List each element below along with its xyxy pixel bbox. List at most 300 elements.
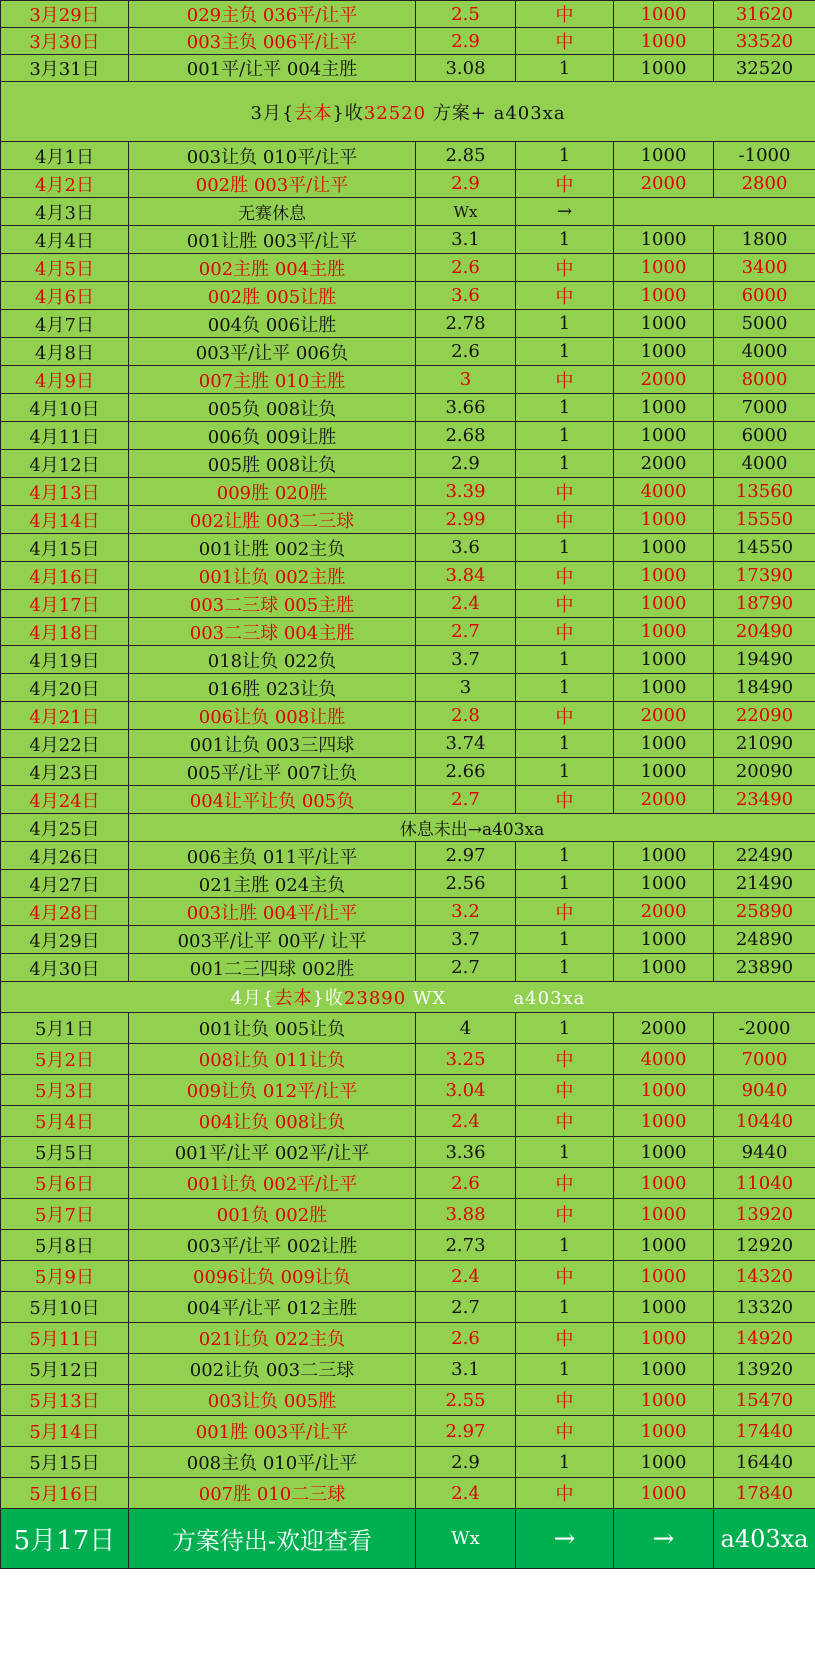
stake-cell: 1000 [614,1137,714,1168]
date-cell: 5月9日 [1,1261,129,1292]
date-cell: 4月2日 [1,170,129,198]
odds-cell: 3.84 [416,562,516,590]
table-row [1,674,815,702]
date-cell: 4月6日 [1,282,129,310]
date-cell: 4月10日 [1,394,129,422]
matches-cell: 001平/让平 004主胜 [129,55,416,82]
date-cell: 5月17日 [1,1509,129,1569]
balance-cell: 9040 [714,1075,815,1106]
result-cell: 中 [516,1168,614,1199]
balance-cell: 7000 [714,394,815,422]
matches-cell: 003平/让平 002让胜 [129,1230,416,1261]
table-row [1,170,815,198]
result-cell: 中 [516,702,614,730]
matches-cell: 009胜 020胜 [129,478,416,506]
odds-cell: 2.4 [416,1478,516,1509]
date-cell: 4月11日 [1,422,129,450]
odds-cell: 3.6 [416,282,516,310]
matches-cell: 004负 006让胜 [129,310,416,338]
odds-cell: 3.7 [416,646,516,674]
matches-cell: 029主负 036平/让平 [129,1,416,28]
stake-cell: 1000 [614,282,714,310]
table-row [1,1354,815,1385]
stake-cell: 1000 [614,1261,714,1292]
balance-cell: 23890 [714,954,815,982]
table-row [1,842,815,870]
odds-cell: 2.7 [416,618,516,646]
result-cell: 1 [516,534,614,562]
table-row [1,926,815,954]
table-row [1,282,815,310]
matches-cell: 008让负 011让负 [129,1044,416,1075]
stake-cell: 1000 [614,226,714,254]
date-cell: 5月15日 [1,1447,129,1478]
balance-cell: 4000 [714,450,815,478]
date-cell: 4月17日 [1,590,129,618]
table-row [1,338,815,366]
date-cell: 4月7日 [1,310,129,338]
balance-cell: 13320 [714,1292,815,1323]
matches-cell: 004平/让平 012主胜 [129,1292,416,1323]
balance-cell: 33520 [714,28,815,55]
table-row [1,226,815,254]
date-cell: 5月4日 [1,1106,129,1137]
stake-cell: 1000 [614,926,714,954]
odds-cell: 2.85 [416,142,516,170]
odds-cell: 3.88 [416,1199,516,1230]
result-cell: 中 [516,1199,614,1230]
table-row [1,534,815,562]
result-cell: 中 [516,28,614,55]
odds-cell: 2.99 [416,506,516,534]
balance-cell: 6000 [714,282,815,310]
matches-cell: 021让负 022主负 [129,1323,416,1354]
table-row [1,590,815,618]
odds-cell: 3.1 [416,226,516,254]
banner-tail: WX a403xa [406,988,586,1009]
result-cell: 1 [516,730,614,758]
date-cell: 4月13日 [1,478,129,506]
balance-cell: 15550 [714,506,815,534]
balance-cell: 9440 [714,1137,815,1168]
date-cell: 4月16日 [1,562,129,590]
result-cell: 1 [516,674,614,702]
stake-cell: 1000 [614,1447,714,1478]
balance-cell: 22090 [714,702,815,730]
stake-cell: 1000 [614,954,714,982]
matches-cell: 003让胜 004平/让平 [129,898,416,926]
stake-cell: 1000 [614,310,714,338]
matches-cell: 无赛休息 [129,198,416,226]
odds-cell: 2.6 [416,1323,516,1354]
result-cell: 1 [516,954,614,982]
balance-cell: 1800 [714,226,815,254]
result-cell: 1 [516,1354,614,1385]
balance-cell: 10440 [714,1106,815,1137]
result-cell: 1 [516,422,614,450]
table-row [1,142,815,170]
stake-cell: 1000 [614,1106,714,1137]
odds-cell: 2.56 [416,870,516,898]
odds-cell: 3.25 [416,1044,516,1075]
odds-cell: 3.08 [416,55,516,82]
matches-cell: 001胜 003平/让平 [129,1416,416,1447]
matches-cell: 003让负 010平/让平 [129,142,416,170]
stake-cell: 2000 [614,366,714,394]
result-cell: 中 [516,562,614,590]
table-row [1,254,815,282]
stake-cell: 1000 [614,842,714,870]
balance-cell: 8000 [714,366,815,394]
balance-cell: 23490 [714,786,815,814]
result-cell: 中 [516,1385,614,1416]
result-cell: 1 [516,450,614,478]
result-cell: 中 [516,898,614,926]
balance-cell: 18790 [714,590,815,618]
result-cell: 1 [516,226,614,254]
matches-cell: 001让负 002主胜 [129,562,416,590]
stake-cell: 1000 [614,254,714,282]
stake-cell: 1000 [614,758,714,786]
table-row [1,898,815,926]
odds-cell: 2.6 [416,1168,516,1199]
odds-cell: 3.66 [416,394,516,422]
result-cell: 1 [516,1137,614,1168]
stake-cell: 1000 [614,1,714,28]
date-cell: 4月23日 [1,758,129,786]
result-cell: 中 [516,1261,614,1292]
balance-cell: 2800 [714,170,815,198]
balance-cell: 3400 [714,254,815,282]
date-cell: 4月9日 [1,366,129,394]
balance-cell: 21490 [714,870,815,898]
matches-cell: 007胜 010二三球 [129,1478,416,1509]
table-row [1,1478,815,1509]
summary-banner-row [1,82,815,142]
matches-cell: 021主胜 024主负 [129,870,416,898]
matches-cell: 001平/让平 002平/让平 [129,1137,416,1168]
balance-cell: 12920 [714,1230,815,1261]
table-row [1,366,815,394]
matches-cell: 006主负 011平/让平 [129,842,416,870]
odds-cell: 3.04 [416,1075,516,1106]
table-row [1,758,815,786]
banner-suffix: }收 [332,102,364,124]
odds-cell: 3.1 [416,1354,516,1385]
result-cell: 1 [516,1013,614,1044]
date-cell: 3月30日 [1,28,129,55]
date-cell: 4月15日 [1,534,129,562]
date-cell: 4月21日 [1,702,129,730]
matches-cell: 002让胜 003二三球 [129,506,416,534]
balance-cell: 19490 [714,646,815,674]
stake-cell: 1000 [614,534,714,562]
odds-cell: 2.7 [416,786,516,814]
plan-cell: 方案待出-欢迎查看 [129,1509,416,1569]
result-cell: 1 [516,926,614,954]
balance-cell: 24890 [714,926,815,954]
table-row [1,1230,815,1261]
table-row [1,1385,815,1416]
result-cell: 中 [516,254,614,282]
odds-cell: 2.6 [416,338,516,366]
result-cell: 中 [516,282,614,310]
arrow-cell: → [516,1509,614,1569]
result-cell: 中 [516,1416,614,1447]
result-cell: 中 [516,1106,614,1137]
odds-cell: 2.9 [416,450,516,478]
matches-cell: 003平/让平 00平/ 让平 [129,926,416,954]
date-cell: 5月8日 [1,1230,129,1261]
stake-cell: 2000 [614,786,714,814]
balance-cell: 14550 [714,534,815,562]
table-row [1,450,815,478]
balance-cell: 5000 [714,310,815,338]
banner-amount: 23890 [343,988,407,1009]
stake-cell: 1000 [614,674,714,702]
date-cell: 3月29日 [1,1,129,28]
result-cell: 1 [516,758,614,786]
result-cell: 1 [516,1292,614,1323]
table-row [1,954,815,982]
table-row [1,55,815,82]
table-row [1,646,815,674]
balance-cell: 11040 [714,1168,815,1199]
arrow-cell: → [614,1509,714,1569]
result-cell: 中 [516,618,614,646]
table-row [1,394,815,422]
results-table-body [1,1,815,1569]
stake-cell: 1000 [614,506,714,534]
stake-cell: 1000 [614,1416,714,1447]
stake-cell: 2000 [614,450,714,478]
date-cell: 4月27日 [1,870,129,898]
balance-cell: 16440 [714,1447,815,1478]
result-cell: 中 [516,1,614,28]
matches-cell: 005胜 008让负 [129,450,416,478]
odds-cell: 2.73 [416,1230,516,1261]
contact-cell: a403xa [714,1509,815,1569]
odds-cell: Wx [416,198,516,226]
matches-cell: 001让负 003三四球 [129,730,416,758]
table-row [1,786,815,814]
stake-cell: 1000 [614,1199,714,1230]
stake-cell: 1000 [614,618,714,646]
balance-cell: 13920 [714,1354,815,1385]
result-cell: 中 [516,1044,614,1075]
odds-cell: 2.9 [416,28,516,55]
matches-cell: 004让平让负 005负 [129,786,416,814]
result-cell: 中 [516,170,614,198]
matches-cell: 018让负 022负 [129,646,416,674]
odds-cell: 3.74 [416,730,516,758]
table-row [1,478,815,506]
date-cell: 4月8日 [1,338,129,366]
table-row [1,870,815,898]
result-cell: 中 [516,590,614,618]
matches-cell: 001让负 005让负 [129,1013,416,1044]
stake-cell: 1000 [614,1385,714,1416]
result-cell: → [516,198,614,226]
matches-cell: 002胜 005让胜 [129,282,416,310]
table-row [1,1447,815,1478]
matches-cell: 006让负 008让胜 [129,702,416,730]
odds-cell: 2.97 [416,842,516,870]
matches-cell: 006负 009让胜 [129,422,416,450]
summary-banner [1,982,815,1013]
balance-cell: 15470 [714,1385,815,1416]
matches-cell: 002主胜 004主胜 [129,254,416,282]
date-cell: 4月28日 [1,898,129,926]
matches-cell: 003二三球 004主胜 [129,618,416,646]
balance-cell: 13560 [714,478,815,506]
table-row [1,28,815,55]
balance-cell: 18490 [714,674,815,702]
balance-cell: 6000 [714,422,815,450]
odds-cell: 2.5 [416,1,516,28]
date-cell: 5月1日 [1,1013,129,1044]
date-cell: 5月11日 [1,1323,129,1354]
date-cell: 5月7日 [1,1199,129,1230]
stake-cell: 1000 [614,422,714,450]
balance-cell: 32520 [714,55,815,82]
result-cell: 中 [516,366,614,394]
matches-cell: 003主负 006平/让平 [129,28,416,55]
balance-cell: 7000 [714,1044,815,1075]
table-row [1,506,815,534]
odds-cell: 3.6 [416,534,516,562]
date-cell: 4月30日 [1,954,129,982]
stake-cell: 2000 [614,702,714,730]
result-cell: 1 [516,55,614,82]
result-cell: 中 [516,506,614,534]
date-cell: 5月6日 [1,1168,129,1199]
odds-cell: 2.55 [416,1385,516,1416]
odds-cell: 4 [416,1013,516,1044]
balance-cell: 17390 [714,562,815,590]
stake-cell: 4000 [614,478,714,506]
odds-cell: 2.6 [416,254,516,282]
odds-cell: 2.78 [416,310,516,338]
balance-cell: 4000 [714,338,815,366]
table-row [1,1013,815,1044]
matches-cell: 002让负 003二三球 [129,1354,416,1385]
stake-cell: 1000 [614,730,714,758]
date-cell: 5月2日 [1,1044,129,1075]
summary-banner-row [1,982,815,1013]
table-row [1,1075,815,1106]
result-cell: 1 [516,1230,614,1261]
balance-cell: 31620 [714,1,815,28]
balance-cell: 14920 [714,1323,815,1354]
odds-cell: 3.39 [416,478,516,506]
table-row [1,1292,815,1323]
matches-cell: 005平/让平 007让负 [129,758,416,786]
matches-cell: 016胜 023让负 [129,674,416,702]
table-row [1,198,815,226]
summary-banner [1,82,815,142]
odds-cell: 2.9 [416,170,516,198]
table-row [1,1199,815,1230]
stake-cell: 1000 [614,646,714,674]
date-cell: 4月22日 [1,730,129,758]
table-row [1,1137,815,1168]
date-cell: 4月20日 [1,674,129,702]
matches-cell: 001二三四球 002胜 [129,954,416,982]
odds-cell: Wx [416,1509,516,1569]
stake-cell: 1000 [614,55,714,82]
upcoming-row [1,1509,815,1569]
rest-row [1,814,815,842]
matches-cell: 008主负 010平/让平 [129,1447,416,1478]
date-cell: 4月5日 [1,254,129,282]
date-cell: 4月12日 [1,450,129,478]
odds-cell: 2.97 [416,1416,516,1447]
balance-cell: -1000 [714,142,815,170]
date-cell: 4月24日 [1,786,129,814]
matches-cell: 001让负 002平/让平 [129,1168,416,1199]
matches-cell: 001负 002胜 [129,1199,416,1230]
date-cell: 4月19日 [1,646,129,674]
result-cell: 1 [516,310,614,338]
stake-cell: 1000 [614,590,714,618]
matches-cell: 007主胜 010主胜 [129,366,416,394]
odds-cell: 3 [416,366,516,394]
result-cell: 中 [516,1478,614,1509]
matches-cell: 003二三球 005主胜 [129,590,416,618]
stake-cell: 1000 [614,338,714,366]
matches-cell: 003平/让平 006负 [129,338,416,366]
stake-cell: 1000 [614,142,714,170]
date-cell: 4月25日 [1,814,129,842]
balance-cell: 13920 [714,1199,815,1230]
date-cell: 3月31日 [1,55,129,82]
date-cell: 4月14日 [1,506,129,534]
odds-cell: 2.68 [416,422,516,450]
balance-cell: 14320 [714,1261,815,1292]
date-cell: 4月4日 [1,226,129,254]
stake-cell: 1000 [614,1230,714,1261]
matches-cell: 001让胜 002主负 [129,534,416,562]
odds-cell: 2.4 [416,1106,516,1137]
odds-cell: 3.36 [416,1137,516,1168]
table-row [1,1168,815,1199]
result-cell: 1 [516,1447,614,1478]
table-row [1,562,815,590]
banner-highlight: 去本 [294,102,333,124]
odds-cell: 2.66 [416,758,516,786]
stake-cell: 1000 [614,28,714,55]
stake-cell: 1000 [614,1354,714,1385]
blank-cell [614,198,815,226]
date-cell: 5月14日 [1,1416,129,1447]
result-cell: 中 [516,786,614,814]
table-row [1,618,815,646]
stake-cell: 2000 [614,898,714,926]
date-cell: 5月13日 [1,1385,129,1416]
date-cell: 5月3日 [1,1075,129,1106]
date-cell: 4月29日 [1,926,129,954]
stake-cell: 1000 [614,1075,714,1106]
stake-cell: 4000 [614,1044,714,1075]
stake-cell: 1000 [614,1168,714,1199]
rest-note: 休息未出→a403xa [129,814,815,842]
table-row [1,730,815,758]
matches-cell: 0096让负 009让负 [129,1261,416,1292]
table-row [1,702,815,730]
table-row [1,1,815,28]
banner-tail: 方案+ a403xa [426,102,566,124]
